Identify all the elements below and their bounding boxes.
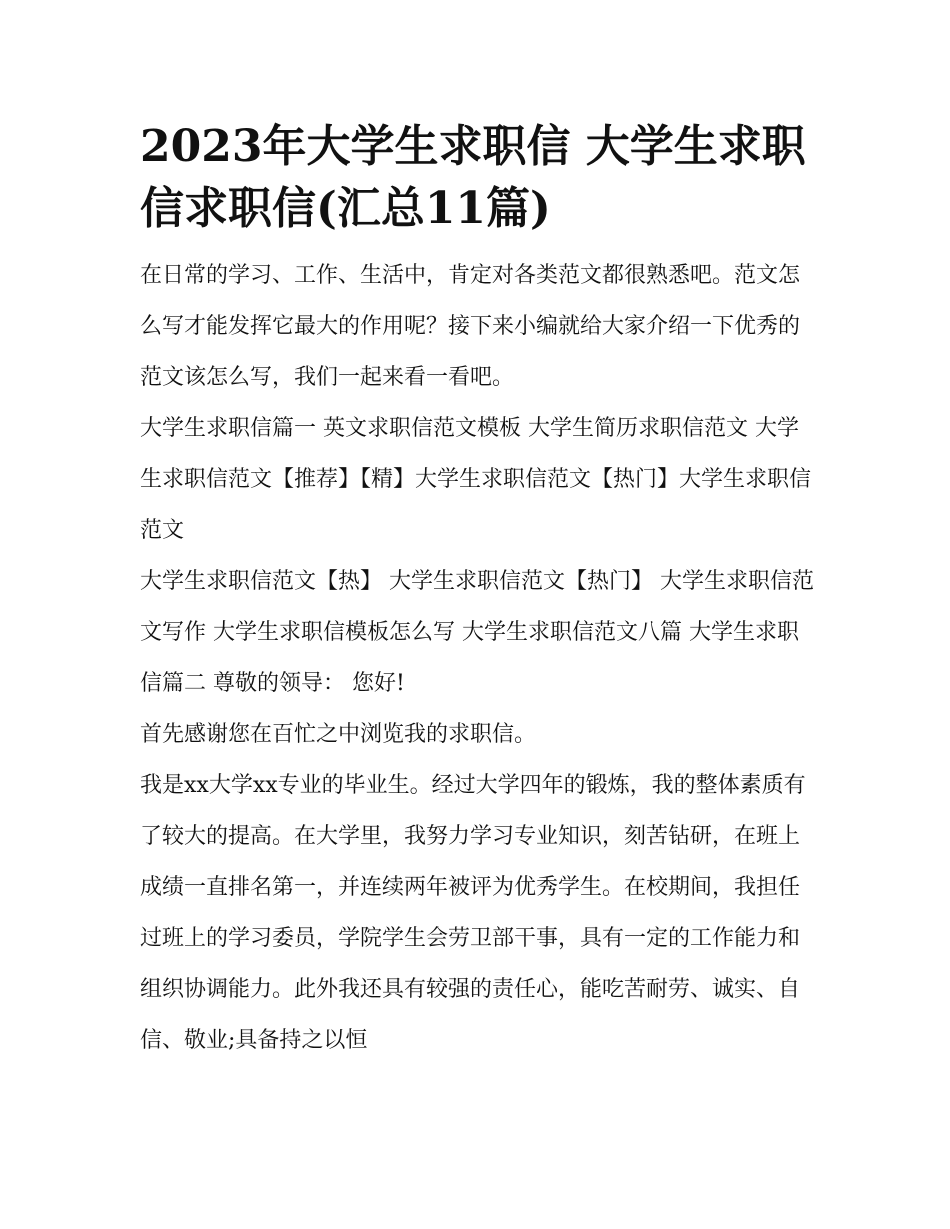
document-title: 2023年大学生求职信 大学生求职信求职信(汇总11篇): [140, 121, 806, 234]
paragraph-intro: 在日常的学习、工作、生活中，肯定对各类范文都很熟悉吧。范文怎么写才能发挥它最大的作用呢？接下来小编就给大家介绍一下优秀的范文该怎么写，我们一起来看一看吧。: [140, 263, 801, 390]
paragraph-related-links-1: 大学生求职信篇一 英文求职信范文模板 大学生简历求职信范文 大学生求职信范文【推荐】【精】大学生求职信范文【热门】大学生求职信范文: [140, 416, 812, 543]
document-body: [140, 116, 816, 1066]
paragraph-thanks: 首先感谢您在百忙之中浏览我的求职信。: [140, 722, 537, 747]
paragraph-self-introduction: 我是xx大学xx专业的毕业生。经过大学四年的锻炼，我的整体素质有了较大的提高。在大学里，我努力学习专业知识，刻苦钻研，在班上成绩一直排名第一，并连续两年被评为优秀学生。在校期间，我担任过班上的学习委员，学院学生会劳卫部干事，具有一定的工作能力和组织协调能力。此外我还具有较强的责任心，能吃苦耐劳、诚实、自信、敬业;具备持之以恒: [140, 773, 806, 1053]
paragraph-related-links-2: 大学生求职信范文【热】 大学生求职信范文【热门】 大学生求职信范文写作 大学生求职信模板怎么写 大学生求职信范文八篇 大学生求职信篇二 尊敬的领导： 您好!: [140, 569, 814, 696]
